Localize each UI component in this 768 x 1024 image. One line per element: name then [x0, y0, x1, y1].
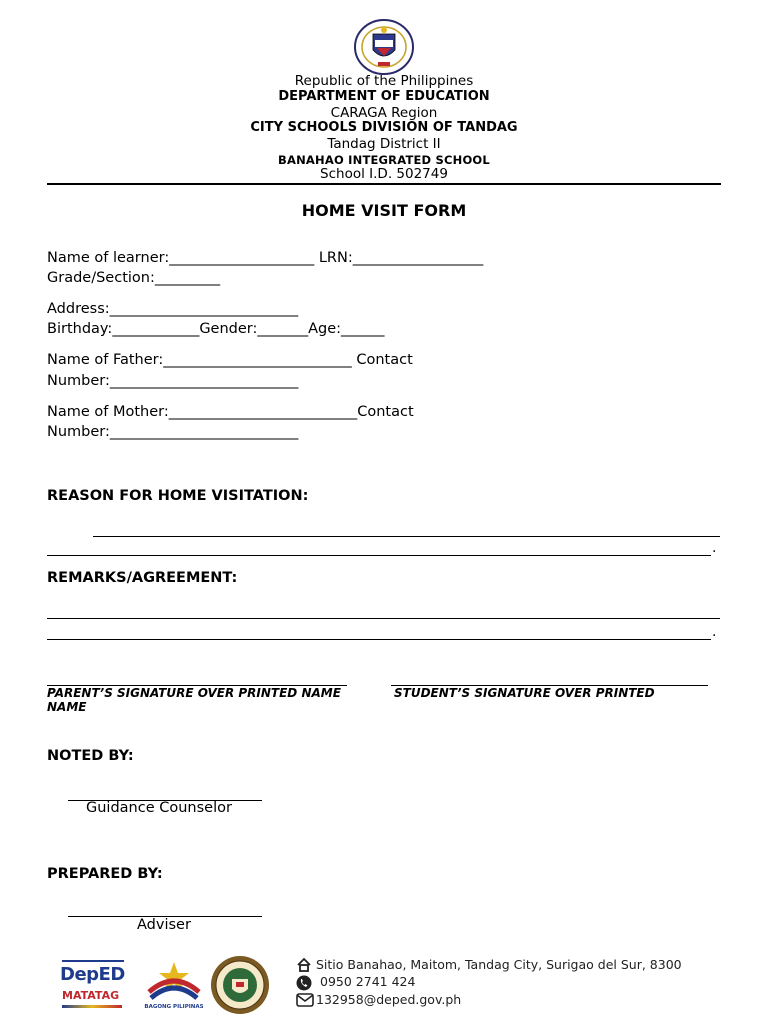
- email-icon: [296, 993, 314, 1007]
- father-name-field[interactable]: Name of Father:__________________________ Contact: [47, 352, 413, 368]
- bagong-pilipinas-logo: [143, 958, 205, 1016]
- reason-period: .: [712, 540, 717, 556]
- header-department: DEPARTMENT OF EDUCATION: [278, 89, 490, 104]
- reason-line-1[interactable]: [93, 536, 720, 537]
- grade-section-field[interactable]: Grade/Section:_________: [47, 270, 221, 286]
- remarks-line-1[interactable]: [47, 618, 720, 619]
- adviser-role: Adviser: [137, 917, 191, 933]
- learner-name-field[interactable]: Name of learner:____________________ LRN:__________________: [47, 250, 484, 266]
- reason-line-2[interactable]: [47, 555, 711, 556]
- deped-matatag-logo: [58, 958, 130, 1014]
- remarks-line-2[interactable]: [47, 639, 711, 640]
- bagong-pilipinas-text: BAGONG PILIPINAS: [144, 1004, 204, 1010]
- parent-signature-label: PARENT’S SIGNATURE OVER PRINTED NAME: [47, 686, 341, 700]
- footer-address: Sitio Banahao, Maitom, Tandag City, Surigao del Sur, 8300: [316, 957, 682, 972]
- mother-name-field[interactable]: Name of Mother:__________________________Contact: [47, 404, 414, 420]
- birthday-gender-age-field[interactable]: Birthday:____________Gender:_______Age:______: [47, 321, 385, 337]
- noted-by-heading: NOTED BY:: [47, 748, 134, 764]
- school-seal-icon: [210, 955, 270, 1015]
- parent-signature-label-cont: NAME: [47, 700, 87, 714]
- header-division: CITY SCHOOLS DIVISION OF TANDAG: [250, 120, 518, 135]
- header-school-id: School I.D. 502749: [320, 166, 448, 182]
- footer-phone: 0950 2741 424: [320, 974, 416, 989]
- prepared-by-heading: PREPARED BY:: [47, 866, 163, 882]
- mother-contact-field[interactable]: Number:__________________________: [47, 424, 299, 440]
- address-field[interactable]: Address:__________________________: [47, 301, 299, 317]
- header-republic: Republic of the Philippines: [294, 73, 474, 89]
- reason-heading: REASON FOR HOME VISITATION:: [47, 488, 309, 504]
- deped-seal-icon: [353, 18, 415, 76]
- remarks-heading: REMARKS/AGREEMENT:: [47, 570, 238, 586]
- student-signature-label: STUDENT’S SIGNATURE OVER PRINTED: [394, 686, 655, 700]
- form-title: HOME VISIT FORM: [301, 201, 467, 220]
- matatag-logo-text: MATATAG: [62, 989, 120, 1002]
- remarks-period: .: [712, 624, 717, 640]
- deped-logo-text: DepED: [60, 964, 125, 985]
- bagong-pilipinas-emblem-icon: [143, 958, 205, 1004]
- father-contact-field[interactable]: Number:__________________________: [47, 373, 299, 389]
- phone-icon: [296, 975, 312, 991]
- home-icon: [296, 957, 312, 973]
- counselor-role: Guidance Counselor: [86, 800, 232, 816]
- header-school: BANAHAO INTEGRATED SCHOOL: [278, 153, 490, 167]
- header-divider: [47, 183, 721, 185]
- header-district: Tandag District II: [327, 136, 441, 152]
- header-region: CARAGA Region: [330, 105, 438, 121]
- footer-email[interactable]: 132958@deped.gov.ph: [316, 992, 462, 1007]
